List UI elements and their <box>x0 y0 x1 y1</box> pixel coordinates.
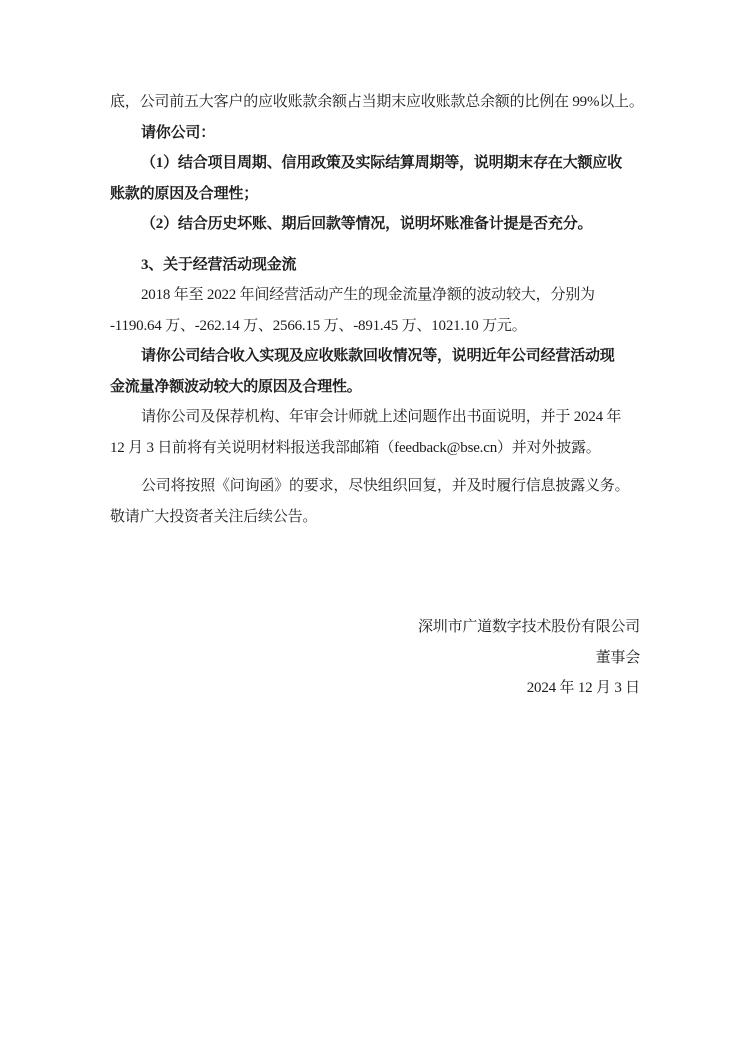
closing-reply-line1: 请你公司及保荐机构、年审会计师就上述问题作出书面说明，并于 2024 年 <box>141 409 622 425</box>
receivables-intro-line: 底，公司前五大客户的应收账款余额占当期末应收账款总余额的比例在 99%以上。 <box>110 94 644 110</box>
receivables-request-lead: 请你公司： <box>141 124 216 141</box>
signature-date: 2024 年 12 月 3 日 <box>526 680 640 696</box>
cashflow-request-line2: 金流量净额波动较大的原因及合理性。 <box>110 378 362 395</box>
cashflow-request-line1: 请你公司结合收入实现及应收账款回收情况等，说明近年公司经营活动现 <box>141 348 615 364</box>
cashflow-section-heading: 3、关于经营活动现金流 <box>141 256 297 273</box>
closing-commitment-line2: 敬请广大投资者关注后续公告。 <box>110 508 318 525</box>
signature-signer: 董事会 <box>595 649 640 666</box>
signature-company: 深圳市广道数字技术股份有限公司 <box>417 619 640 635</box>
closing-commitment-line1: 公司将按照《问询函》的要求，尽快组织回复，并及时履行信息披露义务。 <box>141 478 630 494</box>
document-body <box>110 87 644 704</box>
receivables-item1-line2: 账款的原因及合理性； <box>110 185 259 202</box>
receivables-item1-line1: （1）结合项目周期、信用政策及实际结算周期等，说明期末存在大额应收 <box>141 155 622 171</box>
closing-reply-line2: 12 月 3 日前将有关说明材料报送我部邮箱（feedback@bse.cn）并对外披露。 <box>110 439 601 456</box>
cashflow-para-line1: 2018 年至 2022 年间经营活动产生的现金流量净额的波动较大，分别为 <box>141 287 595 303</box>
cashflow-para-line2: -1190.64 万、-262.14 万、2566.15 万、-891.45 万、1021.10 万元。 <box>110 317 527 334</box>
receivables-item2: （2）结合历史坏账、期后回款等情况，说明坏账准备计提是否充分。 <box>141 216 593 232</box>
